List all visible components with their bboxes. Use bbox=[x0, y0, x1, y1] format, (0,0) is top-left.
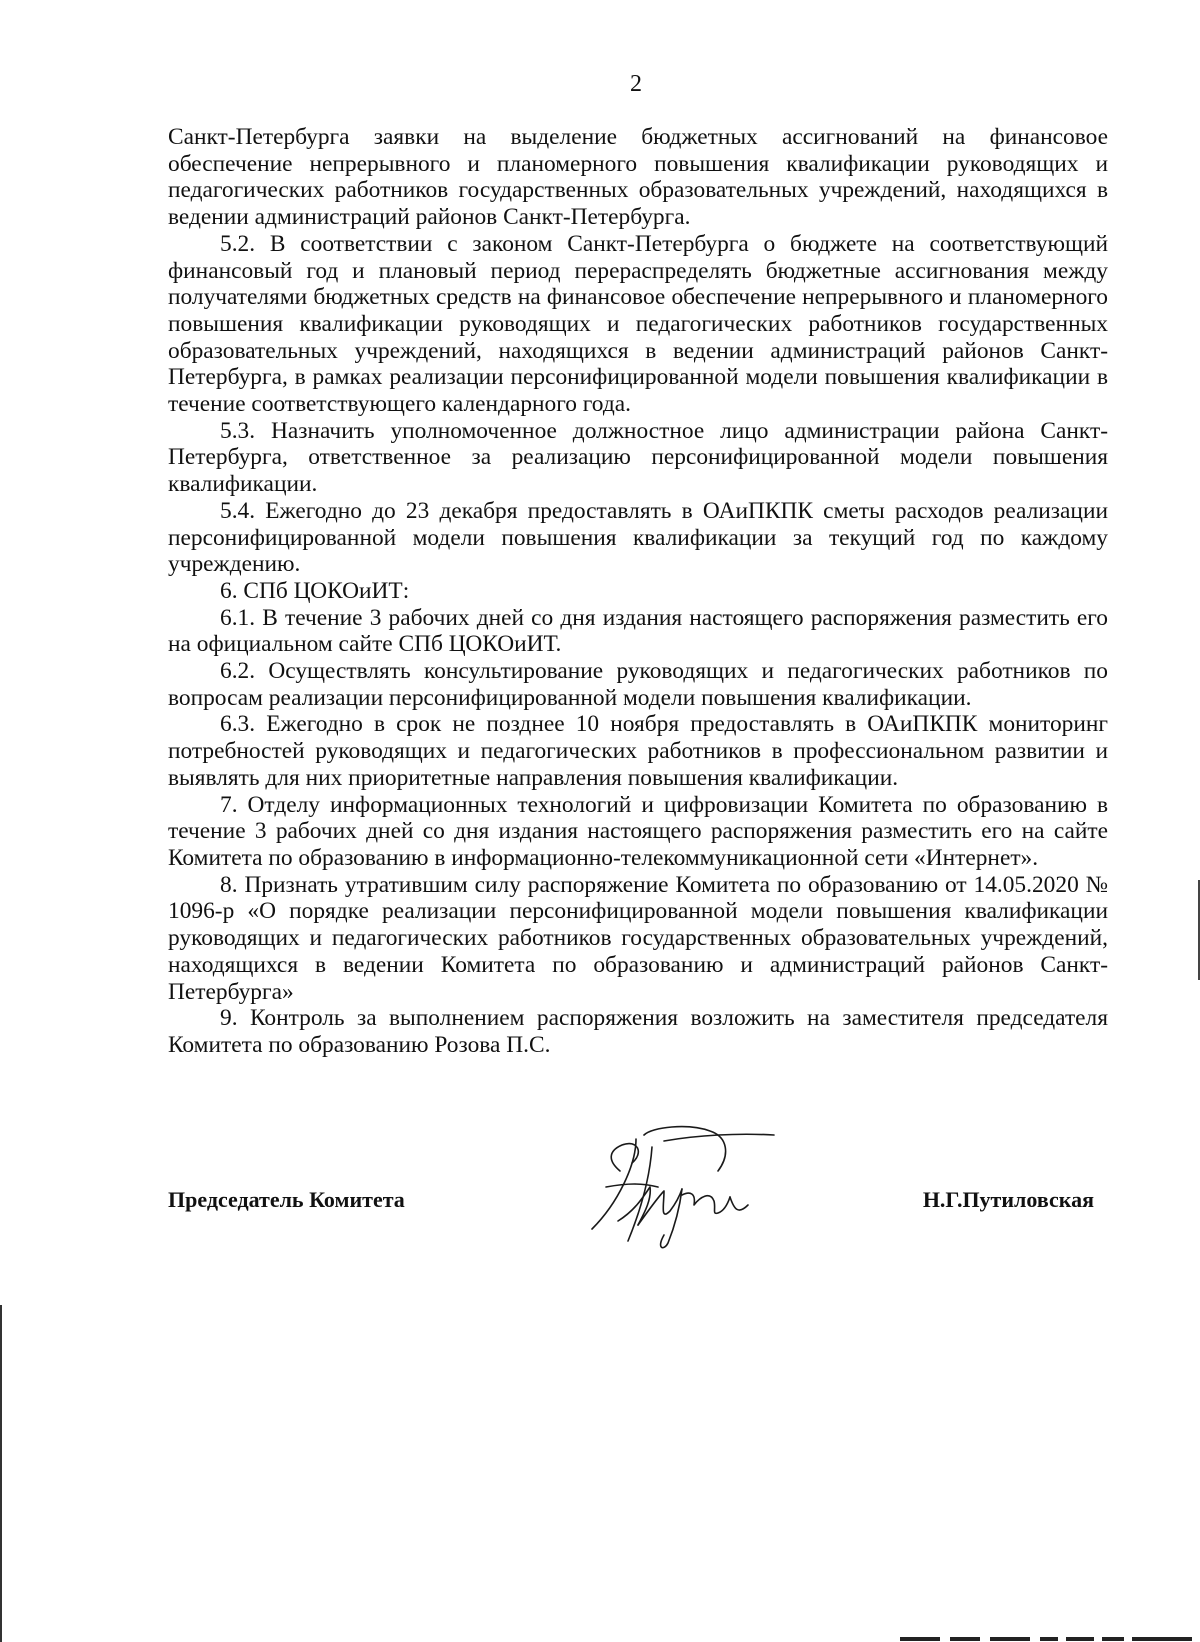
paragraph-5-2: 5.2. В соответствии с законом Санкт-Петербурга о бюджете на соответствующий финансовый год и плановый период перераспределять бюджетные ассигнования между получателями бюджетных средств на финансовое обеспечение непрерывного и планомерного повышения квалификации руководящих и педагогических работников государственных образовательных учреждений, находящихся в ведении администраций районов Санкт-Петербурга, в рамках реализации персонифицированной модели повышения квалификации в течение соответствующего календарного года. bbox=[168, 230, 1108, 418]
signature-block bbox=[168, 1125, 1108, 1275]
paragraph-6-3: 6.3. Ежегодно в срок не позднее 10 ноября предоставлять в ОАиПКПК мониторинг потребностей руководящих и педагогических работников в профессиональном развитии и выявлять для них приоритетные направления повышения квалификации. bbox=[168, 711, 1108, 791]
paragraph-6-1: 6.1. В течение 3 рабочих дней со дня издания настоящего распоряжения разместить его на официальном сайте СПб ЦОКОиИТ. bbox=[168, 604, 1108, 658]
paragraph-5-4: 5.4. Ежегодно до 23 декабря предоставлять в ОАиПКПК сметы расходов реализации персонифицированной модели повышения квалификации за текущий год по каждому учреждению. bbox=[168, 497, 1108, 578]
paragraph-8: 8. Признать утратившим силу распоряжение Комитета по образованию от 14.05.2020 № 1096-р «О порядке реализации персонифицированной модели повышения квалификации руководящих и педагогических работников государственных образовательных учреждений, находящихся в ведении Комитета по образованию и администраций районов Санкт-Петербурга» bbox=[168, 871, 1108, 1005]
scan-artifact-bottom bbox=[890, 1636, 1200, 1642]
handwritten-signature bbox=[578, 1125, 778, 1255]
paragraph-6: 6. СПб ЦОКОиИТ: bbox=[220, 577, 410, 604]
signatory-title: Председатель Комитета bbox=[168, 1187, 405, 1212]
scan-edge-left bbox=[0, 1305, 2, 1642]
paragraph-7: 7. Отделу информационных технологий и цифровизации Комитета по образованию в течение 3 рабочих дней со дня издания настоящего распоряжения разместить его на сайте Комитета по образованию в информационно-телекоммуникационной сети «Интернет». bbox=[168, 791, 1108, 871]
paragraph-continuation: Санкт-Петербурга заявки на выделение бюджетных ассигнований на финансовое обеспечение непрерывного и планомерного повышения квалификации руководящих и педагогических работников государственных образовательных учреждений, находящихся в ведении администраций районов Санкт-Петербурга. bbox=[168, 124, 1108, 231]
paragraph-6-2: 6.2. Осуществлять консультирование руководящих и педагогических работников по вопросам реализации персонифицированной модели повышения квалификации. bbox=[168, 658, 1108, 711]
document-body bbox=[168, 124, 1108, 1059]
signatory-name: Н.Г.Путиловская bbox=[922, 1187, 1094, 1212]
paragraph-9: 9. Контроль за выполнением распоряжения возложить на заместителя председателя Комитета по образованию Розова П.С. bbox=[168, 1005, 1108, 1058]
paragraph-5-3: 5.3. Назначить уполномоченное должностное лицо администрации района Санкт-Петербурга, ответственное за реализацию персонифицированной модели повышения квалификации. bbox=[168, 417, 1108, 498]
page-number: 2 bbox=[630, 71, 642, 97]
